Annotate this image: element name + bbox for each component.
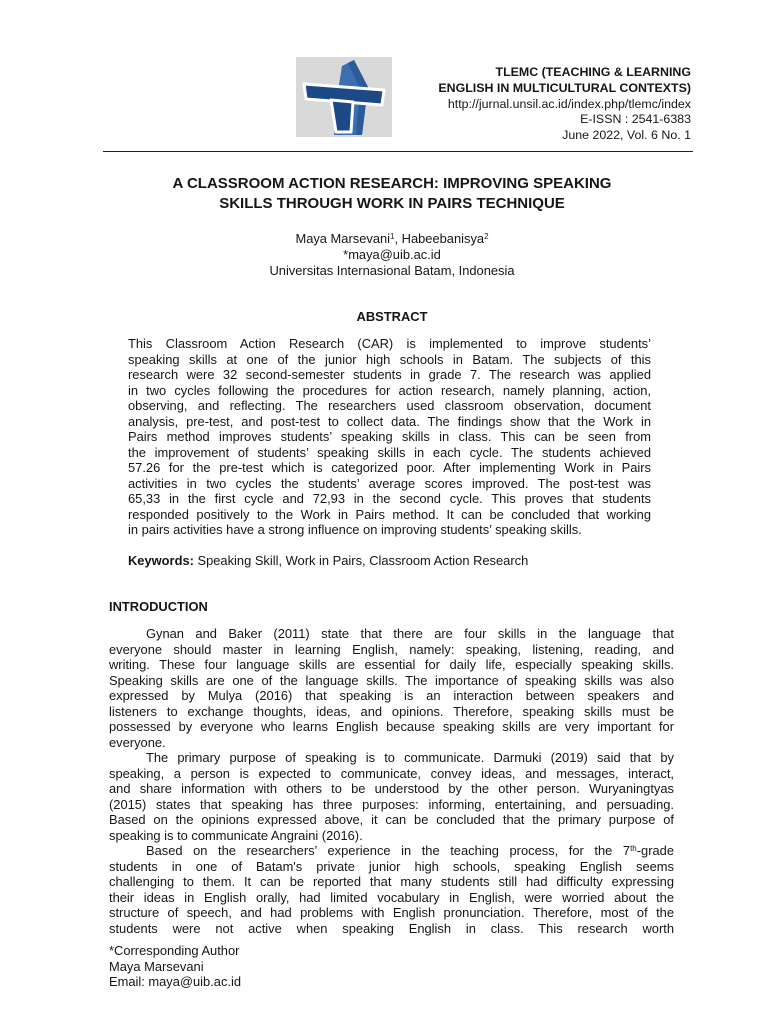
- paragraph-line: The primary purpose of speaking is to communicate. Darmuki (2019) said that by: [146, 750, 674, 765]
- journal-header: [438, 65, 691, 144]
- line-text: Based on the researchers’ experience in the teaching process, for the 7: [146, 843, 631, 858]
- author-separator: ,: [394, 231, 402, 246]
- author-2-affiliation-mark: 2: [484, 232, 489, 241]
- footnote-label: *Corresponding Author: [109, 943, 240, 958]
- title-line: A CLASSROOM ACTION RESEARCH: IMPROVING SPEAKING: [172, 175, 612, 192]
- abstract-body: [128, 336, 651, 538]
- paper-title: [100, 174, 684, 214]
- abstract-line: activities in two cycles the students’ average scores improved. The post-test was: [128, 475, 651, 491]
- author-2: Habeebanisya: [401, 231, 485, 246]
- abstract-line: Pairs method improves students’ speaking skills in class. This can be seen from: [128, 429, 651, 444]
- author-affiliation: Universitas Internasional Batam, Indonesia: [269, 263, 515, 278]
- paragraph-line: structure of speech, and had problems with English pronunciation. Therefore, most of the: [109, 905, 674, 920]
- abstract-line: speaking skills at one of the junior high schools in Batam. The subjects of this: [128, 351, 651, 367]
- journal-name-line1: TLEMC (TEACHING & LEARNING: [495, 65, 691, 79]
- author-1: Maya Marsevani: [295, 231, 391, 246]
- author-names: [100, 231, 684, 247]
- keywords-value: Speaking Skill, Work in Pairs, Classroom Action Research: [193, 553, 529, 568]
- section-heading-introduction: INTRODUCTION: [109, 599, 208, 614]
- line-text: -grade: [636, 843, 674, 858]
- abstract-line: 65,33 in the first cycle and 72,93 in the second cycle. This proves that students: [128, 491, 651, 506]
- paragraph-line: their ideas in English orally, had limited vocabulary in English, were worried about the: [109, 889, 674, 905]
- paragraph-line: (2015) states that speaking has three purposes: informing, entertaining, and persuading.: [109, 796, 674, 812]
- abstract-line: responded positively to the Work in Pairs method. It can be concluded that working: [128, 506, 651, 522]
- journal-logo-icon: [296, 57, 392, 137]
- paragraph-line: [109, 843, 674, 859]
- paragraph-line: expressed by Mulya (2016) that speaking is an interaction between speakers and: [109, 688, 674, 703]
- author-block: [100, 231, 684, 279]
- paragraph-line: students were not active when speaking English in class. This research worth: [109, 920, 674, 936]
- paragraph-line: Gynan and Baker (2011) state that there are four skills in the language that: [146, 626, 674, 641]
- abstract-line: analysis, pre-test, and post-test to collect data. The findings show that the Work in: [128, 413, 651, 429]
- journal-name-line2: ENGLISH IN MULTICULTURAL CONTEXTS): [438, 80, 691, 95]
- introduction-body: [109, 626, 674, 936]
- abstract-line: This Classroom Action Research (CAR) is implemented to improve students’: [128, 336, 651, 351]
- paragraph-line: speaking is to communicate Angraini (2016).: [109, 827, 363, 843]
- author-1-affiliation-mark: 1: [390, 232, 395, 241]
- abstract-line: research were 32 second-semester students in grade 7. The research was applied: [128, 367, 651, 382]
- paragraph-line: Based on the opinions expressed above, it can be concluded that the primary purpose of: [109, 812, 674, 827]
- keywords: [128, 553, 528, 569]
- journal-logo: [296, 57, 392, 137]
- title-line: SKILLS THROUGH WORK IN PAIRS TECHNIQUE: [219, 195, 565, 212]
- paragraph-line: possessed by everyone who learns English because speaking skills are very important for: [109, 719, 674, 734]
- paragraph-line: listeners to exchange thoughts, ideas, and opinions. Therefore, speaking skills must be: [109, 703, 674, 719]
- abstract-line: 57.26 for the pre-test which is categorized poor. After implementing Work in Pairs: [128, 460, 651, 475]
- paragraph-line: and share information with others to be understood by the other person. Wuryaningtyas: [109, 781, 674, 796]
- abstract-heading: ABSTRACT: [356, 309, 428, 324]
- header-divider: [103, 151, 693, 152]
- paragraph-line: challenging to them. It can be reported that many students still had difficulty expressing: [109, 874, 674, 889]
- footnote-name: Maya Marsevani: [109, 958, 204, 974]
- footnote-email[interactable]: Email: maya@uib.ac.id: [109, 974, 242, 990]
- author-email[interactable]: *maya@uib.ac.id: [343, 247, 441, 262]
- paragraph-line: everyone should master in learning English, namely: speaking, listening, reading, and: [109, 641, 674, 657]
- keywords-label: Keywords:: [128, 553, 194, 568]
- abstract-line: observing, and reflecting. The researchers used classroom observation, document: [128, 398, 651, 413]
- paragraph-line: writing. These four language skills are essential for daily life, especially speaking skills.: [109, 657, 674, 672]
- ordinal-suffix: th: [630, 844, 637, 853]
- paragraph-line: speaking, a person is expected to communicate, convey ideas, and messages, interact,: [109, 765, 674, 781]
- paragraph-line: everyone.: [109, 734, 166, 750]
- abstract-line: in two cycles following the procedures for action research, namely planning, action,: [128, 382, 651, 398]
- corresponding-author-footnote: [109, 943, 241, 990]
- abstract-line: in pairs activities have a strong influence on improving students’ speaking skills.: [128, 522, 582, 537]
- abstract-line: the improvement of students’ speaking skills in each cycle. The students achieved: [128, 444, 651, 460]
- paragraph-line: students in one of Batam's private junior high schools, speaking English seems: [109, 858, 674, 874]
- journal-url[interactable]: http://jurnal.unsil.ac.id/index.php/tlemc/index: [447, 96, 691, 111]
- paragraph-line: Speaking skills are one of the language skills. The importance of speaking skills was also: [109, 672, 674, 688]
- journal-issue: June 2022, Vol. 6 No. 1: [562, 128, 691, 143]
- journal-issn: E-ISSN : 2541-6383: [580, 112, 691, 127]
